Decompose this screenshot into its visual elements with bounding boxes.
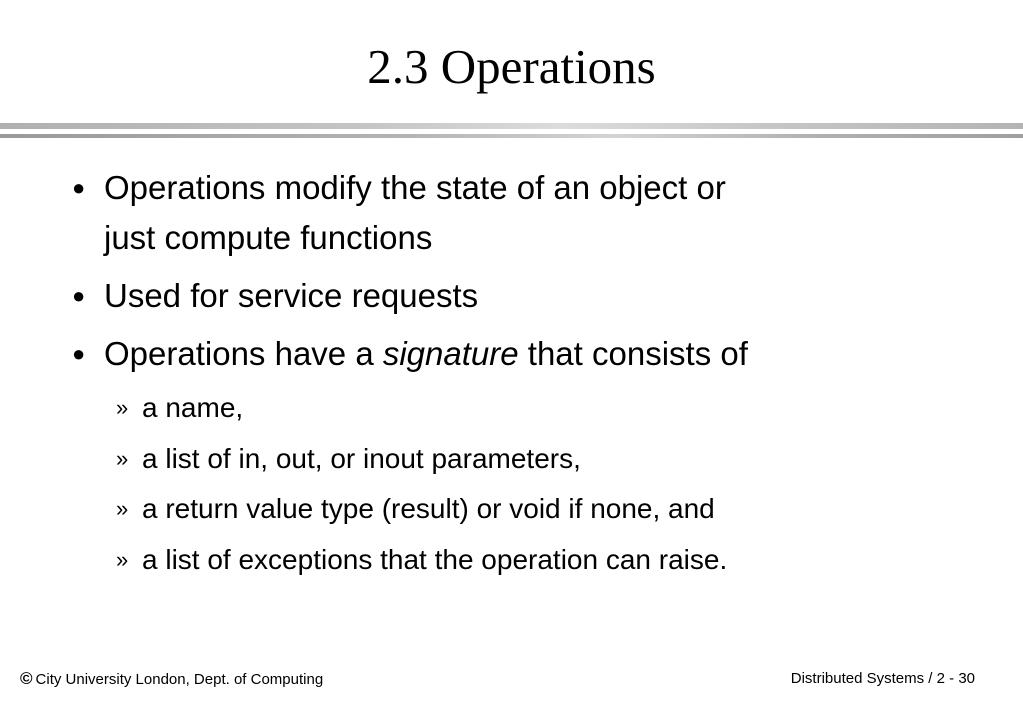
title-divider-top bbox=[0, 123, 1023, 129]
sub-bullet-item: a list of exceptions that the operation can raise. bbox=[142, 544, 728, 575]
bullet-line: just compute functions bbox=[104, 219, 433, 256]
emphasized-term: signature bbox=[382, 335, 519, 372]
sub-bullet-marker: » bbox=[116, 496, 129, 521]
bullet-marker: ● bbox=[72, 283, 86, 308]
bullet-item bbox=[104, 163, 726, 263]
sub-bullet-item: a name, bbox=[142, 392, 244, 423]
sub-bullet-marker: » bbox=[116, 446, 129, 471]
sub-bullet-item: a return value type (result) or void if none, and bbox=[142, 493, 715, 524]
bullet-text: that consists of bbox=[518, 335, 748, 372]
bullet-item: Used for service requests bbox=[104, 277, 479, 314]
title-divider-bottom bbox=[0, 134, 1023, 138]
bullet-line: Operations modify the state of an object or bbox=[104, 169, 726, 206]
sub-bullet-item: a list of in, out, or inout parameters, bbox=[142, 443, 581, 474]
sub-bullet-marker: » bbox=[116, 395, 129, 420]
footer-institution: City University London, Dept. of Computing bbox=[35, 671, 324, 688]
bullet-text: Operations have a bbox=[104, 335, 383, 372]
slide-title: 2.3 Operations bbox=[367, 39, 656, 94]
sub-bullet-marker: » bbox=[116, 547, 129, 572]
bullet-item bbox=[104, 329, 748, 379]
footer-page-label: Distributed Systems / 2 - 30 bbox=[790, 670, 975, 687]
copyright-symbol: © bbox=[20, 669, 33, 688]
bullet-marker: ● bbox=[72, 175, 86, 200]
bullet-marker: ● bbox=[72, 341, 86, 366]
footer-copyright bbox=[20, 668, 323, 691]
